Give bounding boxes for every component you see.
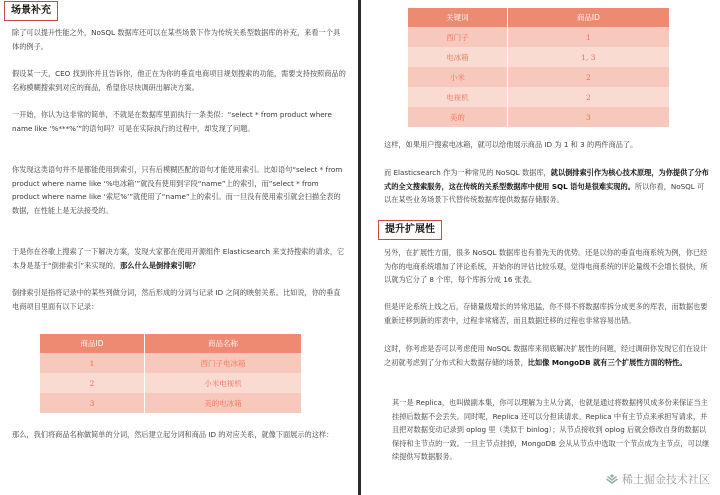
paragraph: [12, 245, 346, 272]
table-row: [408, 107, 670, 127]
right-column: [364, 0, 720, 495]
watermark-text: 稀土掘金技术社区: [622, 473, 710, 486]
table-cell: 2: [507, 67, 669, 87]
table-cell: 3: [507, 107, 669, 127]
table-row: [40, 393, 302, 413]
paragraph: 除了可以提升性能之外，NoSQL 数据库还可以在某些场景下作为传统关系型数据库的补充，来看一个具体的例子。: [12, 28, 341, 51]
table-cell: 3: [40, 393, 145, 413]
paragraph-emphasis: 比如像 MongoDB 就有三个扩展性方面的特性。: [527, 357, 687, 367]
paragraph: 你发现这类语句并不是都能使用到索引，只有后模糊匹配的语句才能使用索引。比如语句“select * from product where name like ‘%电冰箱’”就没有使用到字段“name”上的索引，而“select * from product where name like ‘索尼%’”就使用了“name”上的索引。而一旦没有使用索引就会扫描全表的数据，在性能上是无法接受的。: [12, 165, 343, 215]
paragraph-text: 这时，你考虑是否可以考虑使用 NoSQL 数据库来彻底解决扩展性的问题，经过调研你发现它们在设计之初就考虑到了分布式和大数据存储的场景，: [384, 344, 708, 367]
table-header: 关键词: [408, 8, 507, 27]
table-cell: 1, 3: [507, 47, 669, 67]
paragraph-text: 而 Elasticsearch 作为一种常见的 NoSQL 数据库，: [384, 168, 551, 177]
table-row: [40, 373, 302, 393]
table-cell: 2: [507, 87, 669, 107]
table-cell: 西门子电冰箱: [145, 353, 302, 373]
table-row: [408, 47, 670, 67]
table-cell: 电冰箱: [408, 47, 507, 67]
paragraph: [384, 342, 710, 369]
paragraph: 另外，在扩展性方面，很多 NoSQL 数据库也有着先天的优势。还是以你的垂直电商系统为例，你已经为你的电商系统增加了评论系统，开始你的评估比较乐观，觉得电商系统的评论量级不会增长很快，所以就为它分了 8 个库，每个库拆分成 16 张表。: [384, 248, 708, 284]
column-divider: [358, 0, 361, 495]
table-row: [408, 67, 670, 87]
table-cell: 1: [507, 27, 669, 47]
table-header: 商品名称: [145, 334, 302, 353]
section-heading-scalability: 提升扩展性: [378, 220, 442, 240]
paragraph-text: 于是你在谷歌上搜索了一下解决方案，发现大家都在使用开源组件 Elasticsearch 来支持搜索的请求，它本身是基于“倒排索引”来实现的，: [12, 247, 345, 270]
table-header: 商品ID: [507, 8, 669, 27]
paragraph: 这样，如果用户搜索电冰箱，就可以给他展示商品 ID 为 1 和 3 的两件商品了。: [384, 140, 638, 149]
table-cell: 美的: [408, 107, 507, 127]
juejin-logo-icon: [606, 473, 618, 485]
table-cell: 1: [40, 353, 145, 373]
table-cell: 小米: [408, 67, 507, 87]
paragraph: 那么，我们将商品名称做简单的分词，然后建立起分词和商品 ID 的对应关系，就像下面展示的这样：: [12, 430, 334, 439]
paragraph: 其一是 Replica，也叫做副本集，你可以理解为主从分离，也就是通过将数据拷贝成多份来保证当主挂掉后数据不会丢失。同时呢，Replica 还可以分担读请求。Replica 中有主节点来承担写请求，并且把对数据变动记录到 oplog 里（类似于 binlog）；从节点接收到 oplog 后就会修改自身的数据以保持和主节点的一致。一旦主节点挂掉，MongoDB 会从从节点中选取一个节点成为主节点，可以继续提供写数据服务。: [392, 398, 710, 461]
table-cell: 西门子: [408, 27, 507, 47]
paragraph: 一开始，你认为这非常的简单，不就是在数据库里面执行一条类似：“select * from product where name like ‘%***%’”的语句吗？可是在实际执行的过程中，却发现了问题。: [12, 110, 332, 133]
paragraph: [384, 166, 710, 207]
paragraph: 假设某一天，CEO 找到你并且告诉你，他正在为你的垂直电商项目规划搜索的功能，需要支持按照商品的名称模糊搜索到对应的商品，希望你尽快调研出解决方案。: [12, 69, 346, 92]
watermark: [606, 471, 710, 487]
section-heading-scenario: 场景补充: [4, 1, 58, 21]
left-column: [0, 0, 356, 495]
table-header: 商品ID: [40, 334, 145, 353]
table-row: [408, 87, 670, 107]
paragraph: 但是评论系统上线之后，存储量级增长的异常迅猛，你不得不将数据库拆分成更多的库表，而数据也要重新迁移到新的库表中，过程非常痛苦，而且数据迁移的过程也非常容易出错。: [384, 302, 708, 325]
inverted-index-table: [408, 8, 670, 127]
paragraph-text: 所以你看，NoSQL 可以在某些业务场景下代替传统数据库提供数据存储服务。: [384, 181, 705, 204]
paragraph-emphasis: 就以倒排索引作为核心技术原理，为你提供了分布式的全文搜索服务，这在传统的关系型数据库中使用 SQL 语句是很难实现的。: [384, 168, 709, 191]
table-row: [40, 353, 302, 373]
table-cell: 小米电视机: [145, 373, 302, 393]
paragraph-emphasis: 那么什么是倒排索引呢？: [120, 260, 200, 270]
table-cell: 电视机: [408, 87, 507, 107]
product-table: [40, 334, 302, 413]
table-row: [408, 27, 670, 47]
table-cell: 2: [40, 373, 145, 393]
paragraph: 倒排索引是指将记录中的某些列做分词，然后形成的分词与记录 ID 之间的映射关系。比如说，你的垂直电商项目里面有以下记录：: [12, 288, 341, 311]
table-cell: 美的电冰箱: [145, 393, 302, 413]
